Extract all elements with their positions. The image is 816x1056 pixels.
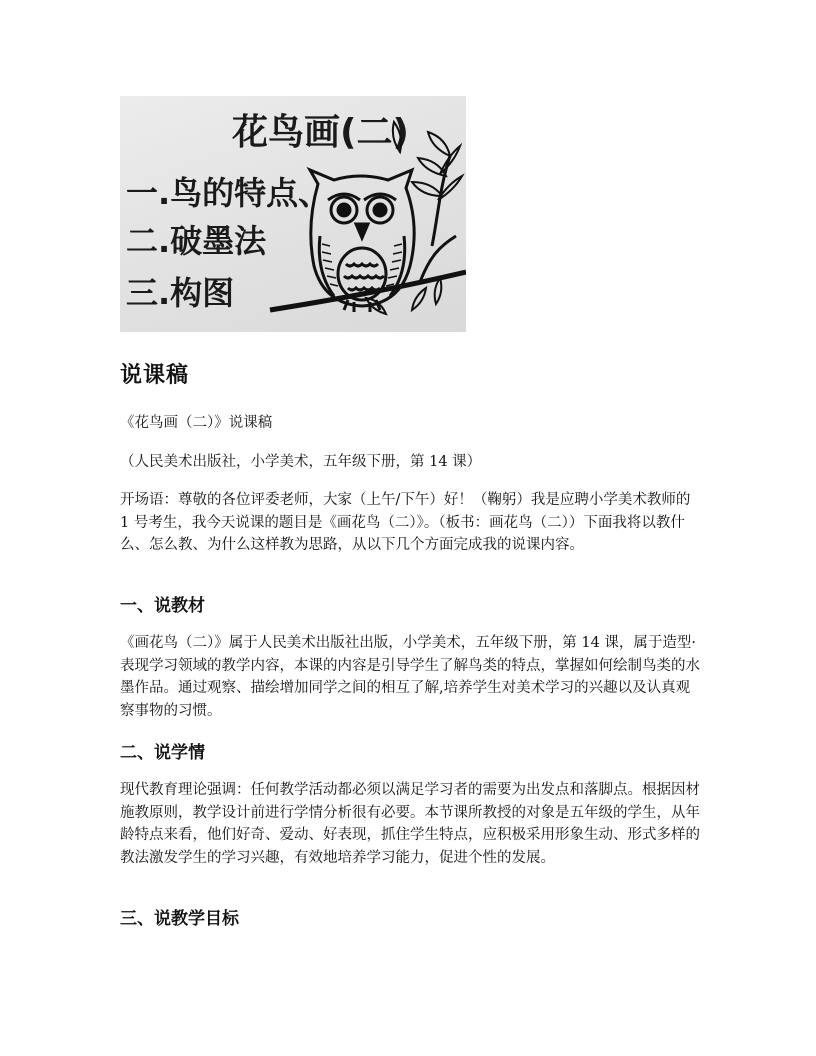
photo-item-3: 三.构图 (126, 274, 235, 312)
document-title: 说课稿 (120, 363, 190, 388)
paragraph-publisher-info: （人民美术出版社，小学美术，五年级下册，第 14 课） (120, 454, 482, 470)
heading-student-analysis: 二、说学情 (120, 743, 205, 763)
paragraph-student-analysis: 现代教育理论强调：任何教学活动都必须以满足学习者的需要为出发点和落脚点。根据因材施教原则，教学设计前进行学情分析很有必要。本节课所教授的对象是五年级的学生，从年龄特点来看，他们好奇、爱动、好表现，抓住学生特点，应积极采用形象生动、形式多样的教法激发学生的学习兴趣，有效地培养学习能力，促进个性的发展。 (120, 782, 700, 866)
heading-teaching-goals: 三、说教学目标 (120, 909, 239, 929)
photo-item-2: 二.破墨法 (126, 222, 267, 260)
paragraph-teaching-material: 《画花鸟（二）》属于人民美术出版社出版，小学美术，五年级下册，第 14 课，属于造型·表现学习领域的教学内容，本课的内容是引导学生了解鸟类的特点，掌握如何绘制鸟类的水墨作品。通过观察、描绘增加同学之间的相互了解,培养学生对美术学习的兴趣以及认真观察事物的习惯。 (120, 635, 700, 719)
heading-teaching-material: 一、说教材 (120, 596, 205, 616)
paragraph-opening: 开场语：尊敬的各位评委老师，大家（上午/下午）好！（鞠躬）我是应聘小学美术教师的 1 号考生，我今天说课的题目是《画花鸟（二）》。（板书：画花鸟（二））下面我将以教什么、怎么教、为什么这样教为思路，从以下几个方面完成我的说课内容。 (120, 492, 691, 553)
photo-title-text: 花鸟画(二) (232, 112, 409, 153)
owl-drawing-illustration (120, 96, 466, 332)
blackboard-photo (120, 96, 466, 332)
paragraph-lesson-title: 《花鸟画（二）》说课稿 (120, 415, 273, 431)
photo-item-1: 一.鸟的特点、 (126, 174, 331, 212)
